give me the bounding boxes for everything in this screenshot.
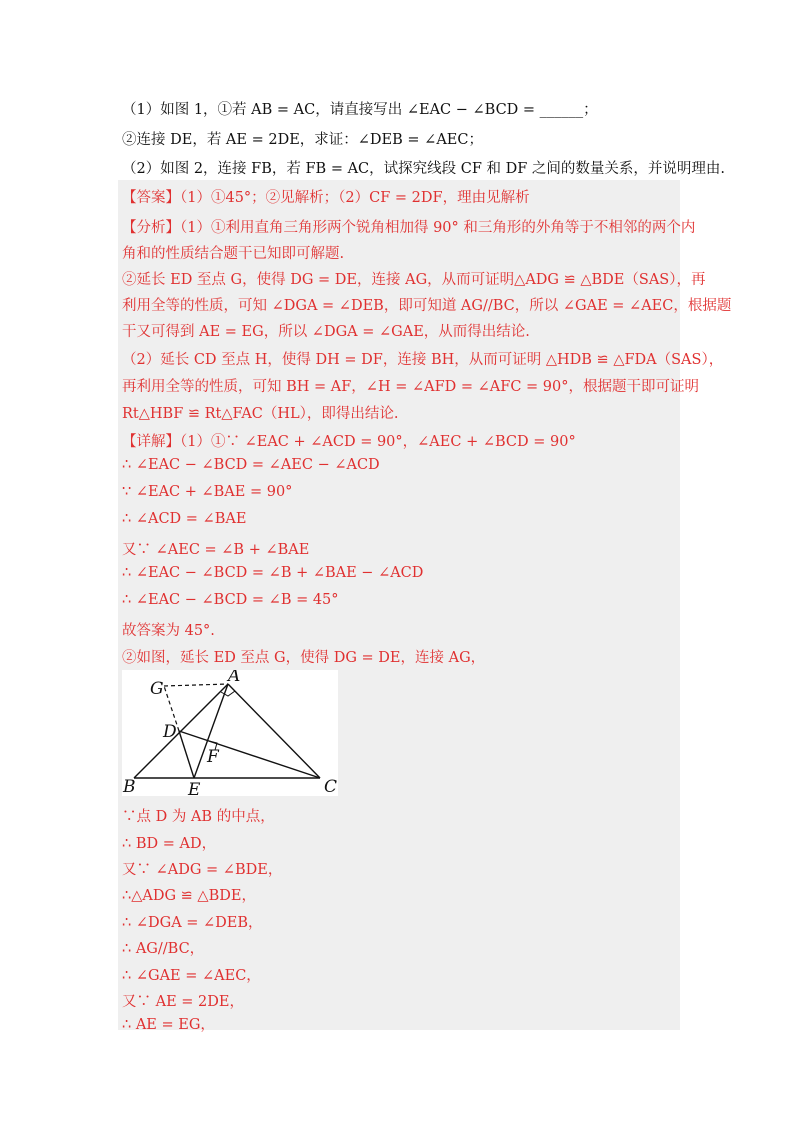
- question-line-1: （1）如图 1，①若 AB = AC，请直接写出 ∠EAC − ∠BCD = ______；: [122, 102, 598, 118]
- proof-step: ∴ ∠ACD = ∠BAE: [122, 511, 247, 527]
- proof-step: ∴ ∠EAC − ∠BCD = ∠AEC − ∠ACD: [122, 457, 380, 473]
- label-e: E: [188, 780, 201, 796]
- proof-step: ∵ ∠EAC + ∠BAE = 90°: [122, 484, 293, 500]
- question-line-3: （2）如图 2，连接 FB，若 FB = AC，试探究线段 CF 和 DF 之间的数量关系，并说明理由.: [122, 161, 726, 177]
- answer-summary: 【答案】（1）①45°；②见解析；（2）CF = 2DF，理由见解析: [122, 190, 530, 206]
- analysis-line: 再利用全等的性质，可知 BH = AF，∠H = ∠AFD = ∠AFC = 90°，根据题干即可证明: [122, 379, 699, 395]
- label-f: F: [207, 747, 219, 767]
- proof-line: ∴ AG//BC，: [122, 941, 205, 957]
- proof-step: ∴ ∠EAC − ∠BCD = ∠B = 45°: [122, 592, 339, 608]
- proof-step: ∴ ∠EAC − ∠BCD = ∠B + ∠BAE − ∠ACD: [122, 565, 424, 581]
- proof-line: 又∵ ∠ADG = ∠BDE，: [122, 862, 283, 878]
- proof-line: ∴ AE = EG，: [122, 1017, 215, 1033]
- question-line-2: ②连接 DE，若 AE = 2DE，求证：∠DEB = ∠AEC；: [122, 132, 483, 148]
- proof-step: 又∵ ∠AEC = ∠B + ∠BAE: [122, 542, 310, 558]
- label-c: C: [324, 777, 338, 796]
- analysis-line: 干又可得到 AE = EG，所以 ∠DGA = ∠GAE，从而得出结论.: [122, 324, 530, 340]
- proof-line: ∴ ∠GAE = ∠AEC，: [122, 968, 261, 984]
- proof-line: ∴ BD = AD，: [122, 836, 217, 852]
- answer-statement: 故答案为 45°.: [122, 623, 215, 639]
- proof-line: ∴△ADG ≌ △BDE，: [122, 888, 256, 904]
- proof-line: ∵点 D 为 AB 的中点，: [122, 809, 275, 825]
- analysis-line: 角和的性质结合题干已知即可解题.: [122, 246, 345, 262]
- proof-line: 又∵ AE = 2DE，: [122, 994, 244, 1010]
- analysis-line: ②延长 ED 至点 G，使得 DG = DE，连接 AG，从而可证明△ADG ≌ △BDE（SAS），再: [122, 272, 706, 288]
- proof-line: ∴ ∠DGA = ∠DEB，: [122, 915, 263, 931]
- label-d: D: [163, 722, 177, 742]
- geometry-figure: [122, 670, 338, 796]
- detail-heading: 【详解】（1）①∵ ∠EAC + ∠ACD = 90°，∠AEC + ∠BCD = 90°: [122, 434, 576, 450]
- analysis-line: 【分析】（1）①利用直角三角形两个锐角相加得 90° 和三角形的外角等于不相邻的两个内: [122, 220, 696, 236]
- label-a: A: [228, 670, 241, 686]
- label-b: B: [123, 777, 136, 796]
- analysis-line: （2）延长 CD 至点 H，使得 DH = DF，连接 BH，从而可证明 △HDB ≌ △FDA（SAS），: [122, 352, 724, 368]
- part2-intro: ②如图，延长 ED 至点 G，使得 DG = DE，连接 AG，: [122, 650, 486, 666]
- label-g: G: [150, 679, 164, 699]
- analysis-line: 利用全等的性质，可知 ∠DGA = ∠DEB，即可知道 AG//BC，所以 ∠GAE = ∠AEC，根据题: [122, 298, 732, 314]
- analysis-line: Rt△HBF ≌ Rt△FAC（HL），即得出结论.: [122, 406, 399, 422]
